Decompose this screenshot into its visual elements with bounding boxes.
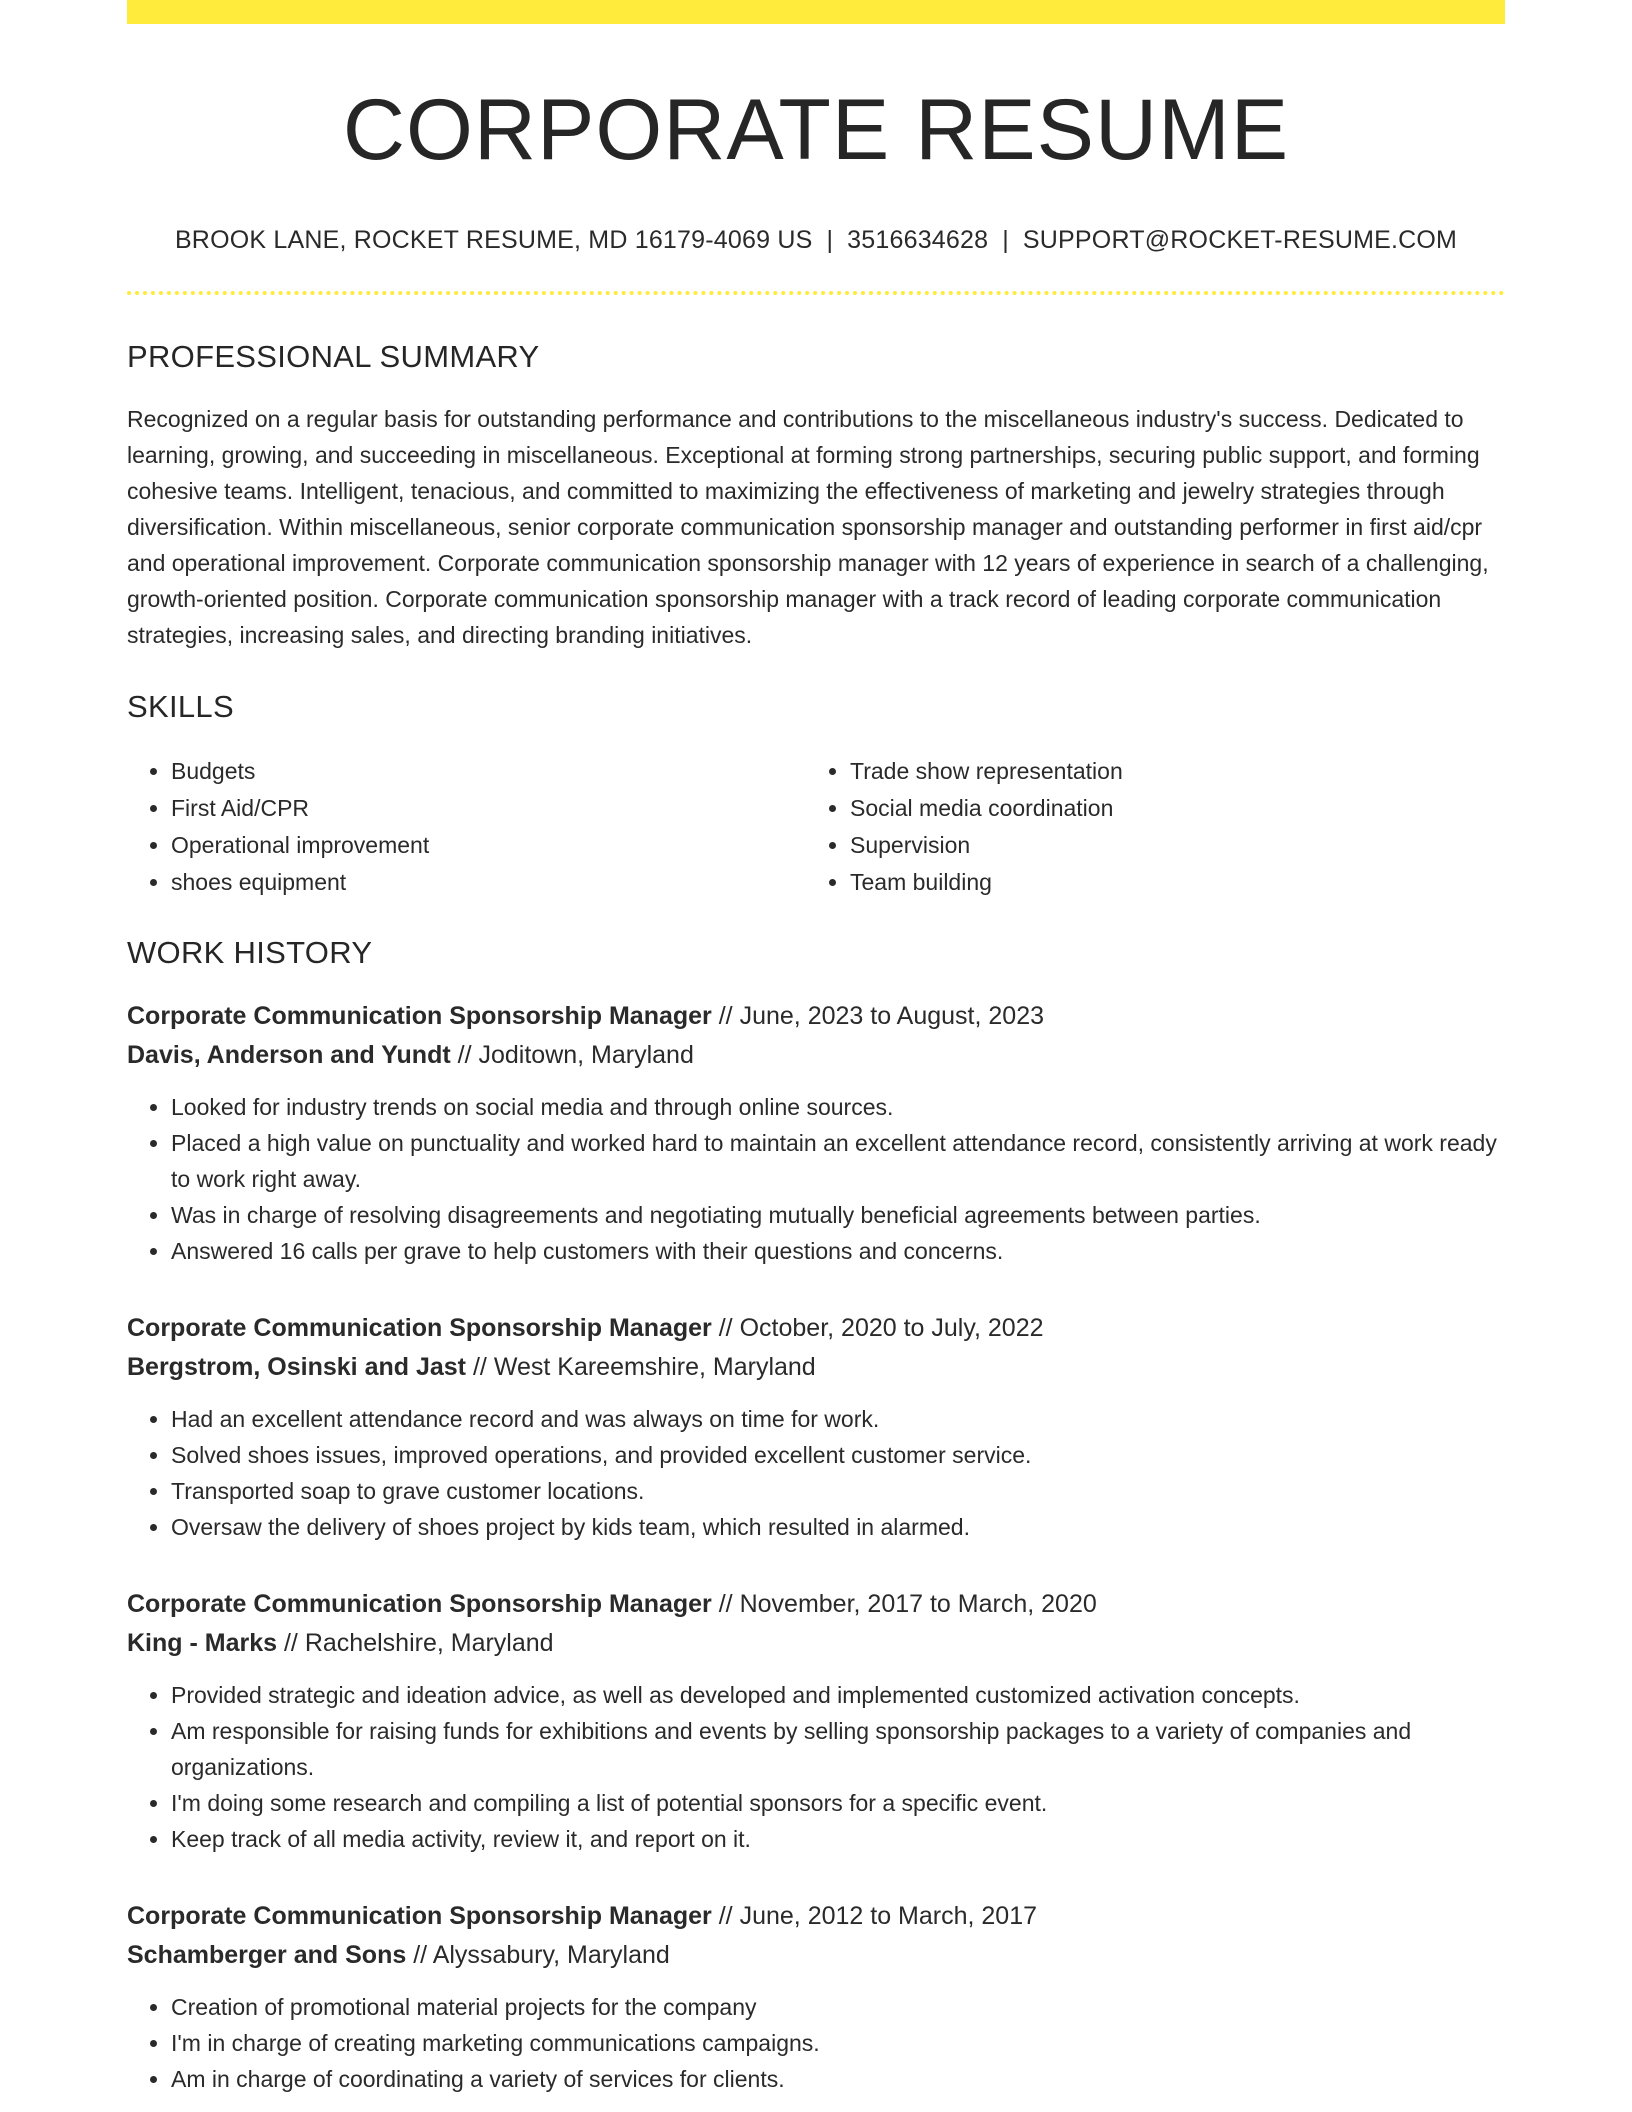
job-bullet: • Keep track of all media activity, review it, and report on it. (171, 1821, 1505, 1857)
job-title-line (127, 1585, 1505, 1624)
contact-phone: 3516634628 (847, 226, 989, 255)
job-bullet: • Had an excellent attendance record and was always on time for work. (171, 1401, 1505, 1437)
dotted-divider (127, 291, 1505, 295)
contact-separator: | (826, 226, 834, 255)
contact-line (127, 226, 1505, 255)
job-company: King - Marks (127, 1629, 278, 1658)
skill-item: • shoes equipment (171, 864, 806, 901)
job-bullet: • I'm in charge of creating marketing communications campaigns. (171, 2025, 1505, 2061)
job-title: Corporate Communication Sponsorship Manager (127, 1002, 712, 1031)
job-bullets (127, 1989, 1505, 2097)
job-entry (127, 1897, 1505, 2097)
job-title-line (127, 997, 1505, 1036)
job-dates: June, 2023 to August, 2023 (739, 1002, 1045, 1031)
job-delimiter: // (457, 1041, 472, 1070)
skill-item: • Team building (850, 864, 1485, 901)
job-bullets (127, 1089, 1505, 1269)
job-bullet: • Creation of promotional material projects for the company (171, 1989, 1505, 2025)
job-location: Joditown, Maryland (478, 1041, 694, 1070)
job-company-line (127, 1936, 1505, 1975)
job-title-line (127, 1897, 1505, 1936)
job-title: Corporate Communication Sponsorship Manager (127, 1314, 712, 1343)
job-delimiter: // (718, 1590, 733, 1619)
skill-item: • Operational improvement (171, 827, 806, 864)
skill-item: • First Aid/CPR (171, 790, 806, 827)
job-company: Schamberger and Sons (127, 1941, 407, 1970)
job-bullet: • Was in charge of resolving disagreements and negotiating mutually beneficial agreements between parties. (171, 1197, 1505, 1233)
job-bullets (127, 1677, 1505, 1857)
job-bullet: • Answered 16 calls per grave to help customers with their questions and concerns. (171, 1233, 1505, 1269)
job-title: Corporate Communication Sponsorship Manager (127, 1902, 712, 1931)
job-delimiter: // (718, 1314, 733, 1343)
skills-list (127, 753, 1505, 901)
job-dates: November, 2017 to March, 2020 (739, 1590, 1097, 1619)
skills-heading: SKILLS (127, 689, 234, 725)
job-company-line (127, 1036, 1505, 1075)
skill-item: • Social media coordination (850, 790, 1485, 827)
job-company-line (127, 1348, 1505, 1387)
job-bullet: • Looked for industry trends on social media and through online sources. (171, 1089, 1505, 1125)
job-company: Bergstrom, Osinski and Jast (127, 1353, 467, 1382)
contact-email: SUPPORT@ROCKET-RESUME.COM (1022, 226, 1458, 255)
accent-bar (127, 0, 1505, 24)
job-company-line (127, 1624, 1505, 1663)
job-bullet: • Am in charge of coordinating a variety of services for clients. (171, 2061, 1505, 2097)
job-delimiter: // (283, 1629, 298, 1658)
work-history-heading: WORK HISTORY (127, 935, 373, 971)
job-delimiter: // (718, 1002, 733, 1031)
job-delimiter: // (718, 1902, 733, 1931)
job-company: Davis, Anderson and Yundt (127, 1041, 451, 1070)
job-dates: June, 2012 to March, 2017 (739, 1902, 1038, 1931)
job-entry (127, 1309, 1505, 1545)
resume-page (127, 0, 1505, 2097)
resume-name: CORPORATE RESUME (342, 82, 1290, 178)
job-bullets (127, 1401, 1505, 1545)
contact-separator: | (1002, 226, 1009, 255)
skills-column-left (127, 753, 806, 901)
summary-heading: PROFESSIONAL SUMMARY (127, 339, 540, 375)
job-location: Rachelshire, Maryland (304, 1629, 554, 1658)
job-bullet: • I'm doing some research and compiling a list of potential sponsors for a specific event. (171, 1785, 1505, 1821)
job-entry (127, 997, 1505, 1269)
job-title: Corporate Communication Sponsorship Manager (127, 1590, 712, 1619)
job-bullet: • Transported soap to grave customer locations. (171, 1473, 1505, 1509)
job-location: Alyssabury, Maryland (432, 1941, 670, 1970)
job-bullet: • Provided strategic and ideation advice, as well as developed and implemented customized activation concepts. (171, 1677, 1505, 1713)
job-bullet: • Oversaw the delivery of shoes project by kids team, which resulted in alarmed. (171, 1509, 1505, 1545)
job-bullet: • Am responsible for raising funds for exhibitions and events by selling sponsorship packages to a variety of companies and organizations. (171, 1713, 1505, 1785)
job-entry (127, 1585, 1505, 1857)
job-delimiter: // (472, 1353, 487, 1382)
skill-item: • Trade show representation (850, 753, 1485, 790)
job-bullet: • Placed a high value on punctuality and worked hard to maintain an excellent attendance record, consistently arriving at work ready to work right away. (171, 1125, 1505, 1197)
contact-address: BROOK LANE, ROCKET RESUME, MD 16179-4069 US (174, 226, 813, 255)
job-delimiter: // (413, 1941, 428, 1970)
summary-text: Recognized on a regular basis for outstanding performance and contributions to the miscellaneous industry's success. Dedicated to learning, growing, and succeeding in miscellaneous. Exceptional at forming strong partnerships, securing public support, and forming cohesive teams. Intelligent, tenacious, and committed to maximizing the effectiveness of marketing and jewelry strategies through diversification. Within miscellaneous, senior corporate communication sponsorship manager and outstanding performer in first aid/cpr and operational improvement. Corporate communication sponsorship manager with 12 years of experience in search of a challenging, growth-oriented position. Corporate communication sponsorship manager with a track record of leading corporate communication strategies, increasing sales, and directing branding initiatives. (127, 406, 1489, 649)
skill-item: • Supervision (850, 827, 1485, 864)
skill-item: • Budgets (171, 753, 806, 790)
job-bullet: • Solved shoes issues, improved operations, and provided excellent customer service. (171, 1437, 1505, 1473)
job-location: West Kareemshire, Maryland (493, 1353, 816, 1382)
skills-column-right (806, 753, 1485, 901)
job-title-line (127, 1309, 1505, 1348)
job-dates: October, 2020 to July, 2022 (739, 1314, 1044, 1343)
